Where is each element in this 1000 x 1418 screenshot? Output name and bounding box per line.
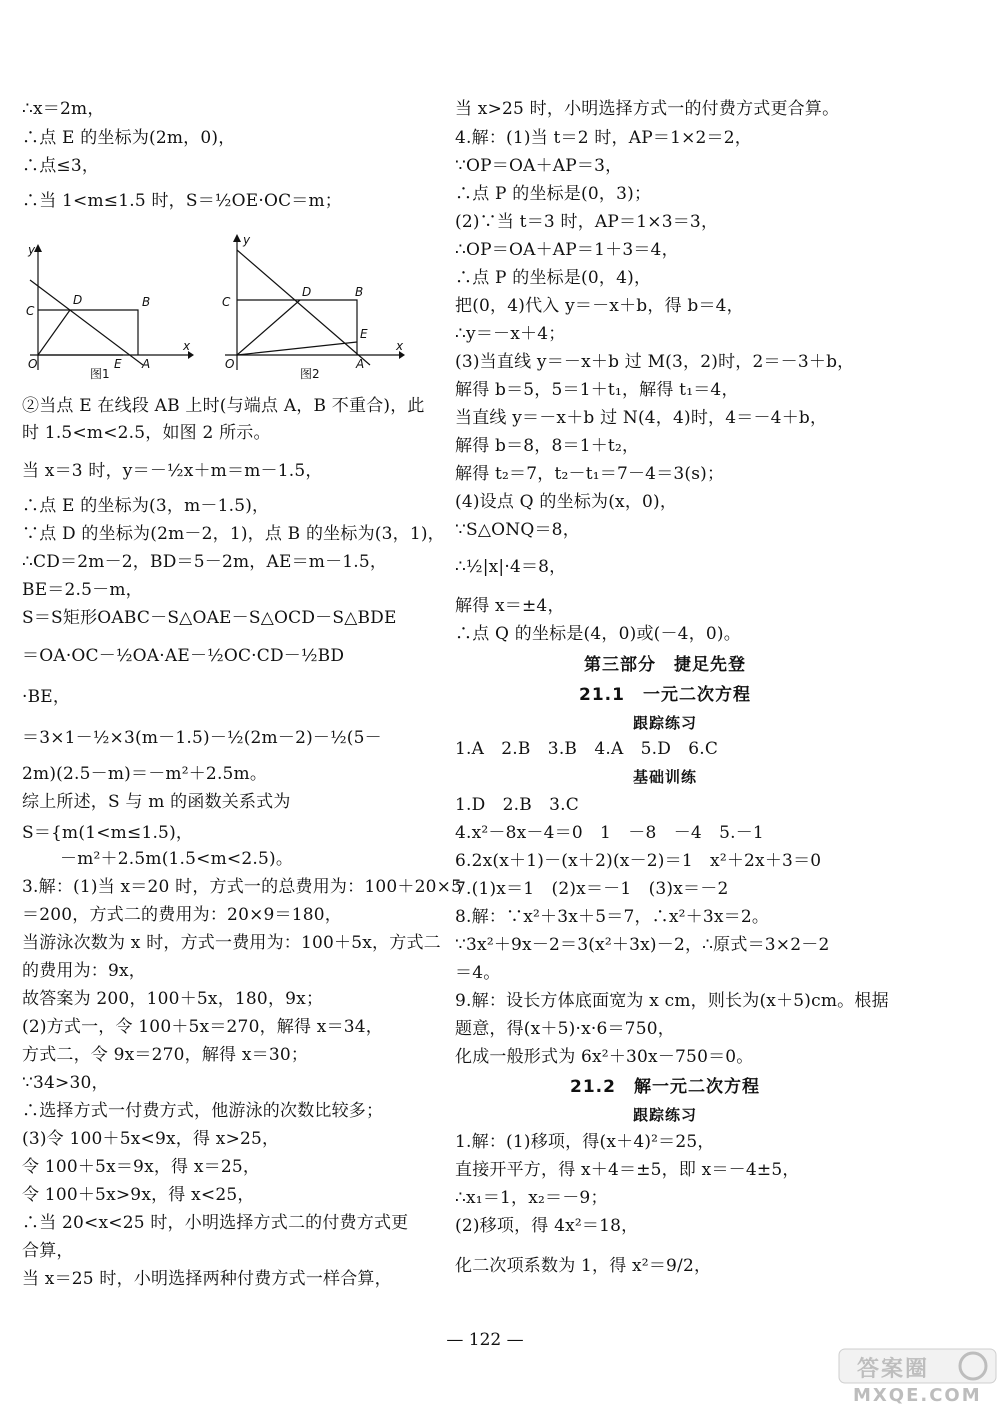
figure-caption: 图1 <box>90 367 110 381</box>
text-line: 化成一般形式为 6x²＋30x－750＝0。 <box>455 1047 754 1067</box>
text-line: ∴OP＝OA＋AP＝1＋3＝4， <box>455 240 679 260</box>
text-line: 解得 b＝5，5＝1＋t₁，解得 t₁＝4， <box>455 380 739 400</box>
text-line: 综上所述，S 与 m 的函数关系式为 <box>22 792 291 812</box>
section-heading: 第三部分 捷足先登 <box>584 655 746 675</box>
text-line: 8.解：∵x²＋3x＋5＝7，∴x²＋3x＝2。 <box>455 907 770 927</box>
text-line: 解得 x＝±4， <box>455 596 565 616</box>
text-line: ∴y＝－x＋4； <box>455 324 566 344</box>
x-axis-label: x <box>183 339 191 353</box>
text-line: 合算， <box>22 1241 74 1261</box>
subsection-heading: 21.2 解一元二次方程 <box>570 1077 760 1097</box>
figure-1 <box>18 240 198 390</box>
text-line: －m²＋2.5m(1.5<m<2.5)。 <box>60 849 294 869</box>
text-line: (2)方式一，令 100＋5x＝270，解得 x＝34， <box>22 1017 384 1037</box>
text-line: 7.(1)x＝1 (2)x＝－1 (3)x＝－2 <box>455 879 729 899</box>
text-line: S＝S矩形OABC－S△OAE－S△OCD－S△BDE <box>22 608 397 628</box>
text-line: ∵3x²＋9x－2＝3(x²＋3x)－2，∴原式＝3×2－2 <box>455 935 830 955</box>
text-line: BE＝2.5－m， <box>22 580 143 600</box>
exercise-heading: 跟踪练习 <box>632 714 697 732</box>
text-line: 3.解：(1)当 x＝20 时，方式一的总费用为：100＋20×5 <box>22 877 463 897</box>
point-label: O <box>28 357 38 371</box>
watermark-line-1: 答案圈 <box>857 1357 930 1382</box>
text-line: ∴点≤3， <box>22 156 100 176</box>
text-line: ＝200，方式二的费用为：20×9＝180， <box>22 905 342 925</box>
text-line: (4)设点 Q 的坐标为(x，0)， <box>455 492 678 512</box>
text-line: ＝OA·OC－½OA·AE－½OC·CD－½BD <box>22 646 345 666</box>
figure-caption: 图2 <box>300 367 320 381</box>
text-line: 2m)(2.5－m)＝－m²＋2.5m。 <box>22 764 268 784</box>
text-line: (3)当直线 y＝－x＋b 过 M(3，2)时，2＝－3＋b， <box>455 352 855 372</box>
text-line: 时 1.5<m<2.5，如图 2 所示。 <box>22 423 271 443</box>
text-line: ②当点 E 在线段 AB 上时(与端点 A，B 不重合)，此 <box>22 396 425 416</box>
text-line: ∴½|x|·4＝8， <box>455 557 567 577</box>
page-number: — 122 — <box>446 1330 524 1350</box>
y-axis-label: y <box>28 243 36 257</box>
text-line: 当 x＝25 时，小明选择两种付费方式一样合算， <box>22 1269 392 1289</box>
point-label: B <box>142 295 151 309</box>
text-line: ∴x＝2m， <box>22 99 105 119</box>
text-line: 直接开平方，得 x＋4＝±5，即 x＝－4±5， <box>455 1160 800 1180</box>
watermark-line-2: MXQE.COM <box>853 1385 982 1406</box>
text-line: ∴点 E 的坐标为(3，m－1.5)， <box>22 496 270 516</box>
point-label: D <box>302 285 312 299</box>
text-line: 4.x²－8x－4＝0 1 －8 －4 5.－1 <box>455 823 764 843</box>
text-line: 当直线 y＝－x＋b 过 N(4，4)时，4＝－4＋b， <box>455 408 828 428</box>
text-line: 题意，得(x＋5)·x·6＝750， <box>455 1019 675 1039</box>
figure-2 <box>210 230 410 390</box>
text-line: 6.2x(x＋1)－(x＋2)(x－2)＝1 x²＋2x＋3＝0 <box>455 851 822 871</box>
text-line: ∵S△ONQ＝8， <box>455 520 580 540</box>
x-axis-label: x <box>396 339 404 353</box>
text-line: 当游泳次数为 x 时，方式一费用为：100＋5x，方式二 <box>22 933 441 953</box>
text-line: ∴点 P 的坐标是(0，4)， <box>455 268 652 288</box>
point-label: O <box>225 357 235 371</box>
text-line: ∴点 Q 的坐标是(4，0)或(－4，0)。 <box>455 624 741 644</box>
text-line: (2)∵当 t＝3 时，AP＝1×3＝3， <box>455 212 719 232</box>
text-line: (3)令 100＋5x<9x，得 x>25， <box>22 1129 280 1149</box>
y-axis-label: y <box>243 233 251 247</box>
text-line: 当 x>25 时，小明选择方式一的付费方式更合算。 <box>455 99 840 119</box>
text-line: (2)移项，得 4x²＝18， <box>455 1216 639 1236</box>
text-line: ∴CD＝2m－2，BD＝5－2m，AE＝m－1.5， <box>22 552 388 572</box>
text-line: 当 x＝3 时，y＝－½x＋m＝m－1.5， <box>22 461 323 481</box>
text-line: ∴点 P 的坐标是(0，3)； <box>455 184 652 204</box>
text-line: ∴点 E 的坐标为(2m，0)， <box>22 128 236 148</box>
text-line: 把(0，4)代入 y＝－x＋b，得 b＝4， <box>455 296 744 316</box>
watermark <box>835 1345 1000 1414</box>
point-label: C <box>26 304 35 318</box>
text-line: 令 100＋5x>9x，得 x<25， <box>22 1185 255 1205</box>
text-line: ＝3×1－½×3(m－1.5)－½(2m－2)－½(5－ <box>22 728 382 748</box>
text-line: 9.解：设长方体底面宽为 x cm，则长为(x＋5)cm。根据 <box>455 991 889 1011</box>
figure-2-graph <box>210 230 410 390</box>
point-label: A <box>356 357 365 371</box>
text-line: 故答案为 200，100＋5x，180，9x； <box>22 989 324 1009</box>
text-line: ∵34>30， <box>22 1073 109 1093</box>
text-line: 4.解：(1)当 t＝2 时，AP＝1×2＝2， <box>455 128 752 148</box>
text-line: 1.解：(1)移项，得(x＋4)²＝25， <box>455 1132 715 1152</box>
point-label: C <box>222 295 231 309</box>
text-line: S＝{m(1<m≤1.5)， <box>22 823 194 843</box>
text-line: 的费用为：9x， <box>22 961 147 981</box>
point-label: E <box>114 357 122 371</box>
subsection-heading: 21.1 一元二次方程 <box>579 685 751 705</box>
point-label: E <box>360 327 368 341</box>
text-line: ∴当 1<m≤1.5 时，S＝½OE·OC＝m； <box>22 191 343 211</box>
text-line: 解得 b＝8，8＝1＋t₂， <box>455 436 640 456</box>
text-line: ·BE， <box>22 687 71 707</box>
text-line: 解得 t₂＝7，t₂－t₁＝7－4＝3(s)； <box>455 464 725 484</box>
text-line: 1.A 2.B 3.B 4.A 5.D 6.C <box>455 739 719 759</box>
text-line: ＝4。 <box>455 963 501 983</box>
text-line: ∵OP＝OA＋AP＝3， <box>455 156 623 176</box>
exercise-heading: 基础训练 <box>632 768 697 786</box>
text-line: ∴x₁＝1，x₂＝－9； <box>455 1188 608 1208</box>
text-line: 令 100＋5x＝9x，得 x＝25， <box>22 1157 261 1177</box>
text-line: ∴当 20<x<25 时，小明选择方式二的付费方式更 <box>22 1213 409 1233</box>
figure-1-graph <box>18 240 198 390</box>
point-label: A <box>142 357 151 371</box>
point-label: D <box>73 293 83 307</box>
exercise-heading: 跟踪练习 <box>632 1106 697 1124</box>
point-label: B <box>355 285 364 299</box>
text-line: 化二次项系数为 1，得 x²＝9/2， <box>455 1256 712 1276</box>
text-line: 方式二，令 9x＝270，解得 x＝30； <box>22 1045 309 1065</box>
text-line: ∵点 D 的坐标为(2m－2，1)，点 B 的坐标为(3，1)， <box>22 524 445 544</box>
text-line: 1.D 2.B 3.C <box>455 795 579 815</box>
text-line: ∴选择方式一付费方式，他游泳的次数比较多； <box>22 1101 384 1121</box>
